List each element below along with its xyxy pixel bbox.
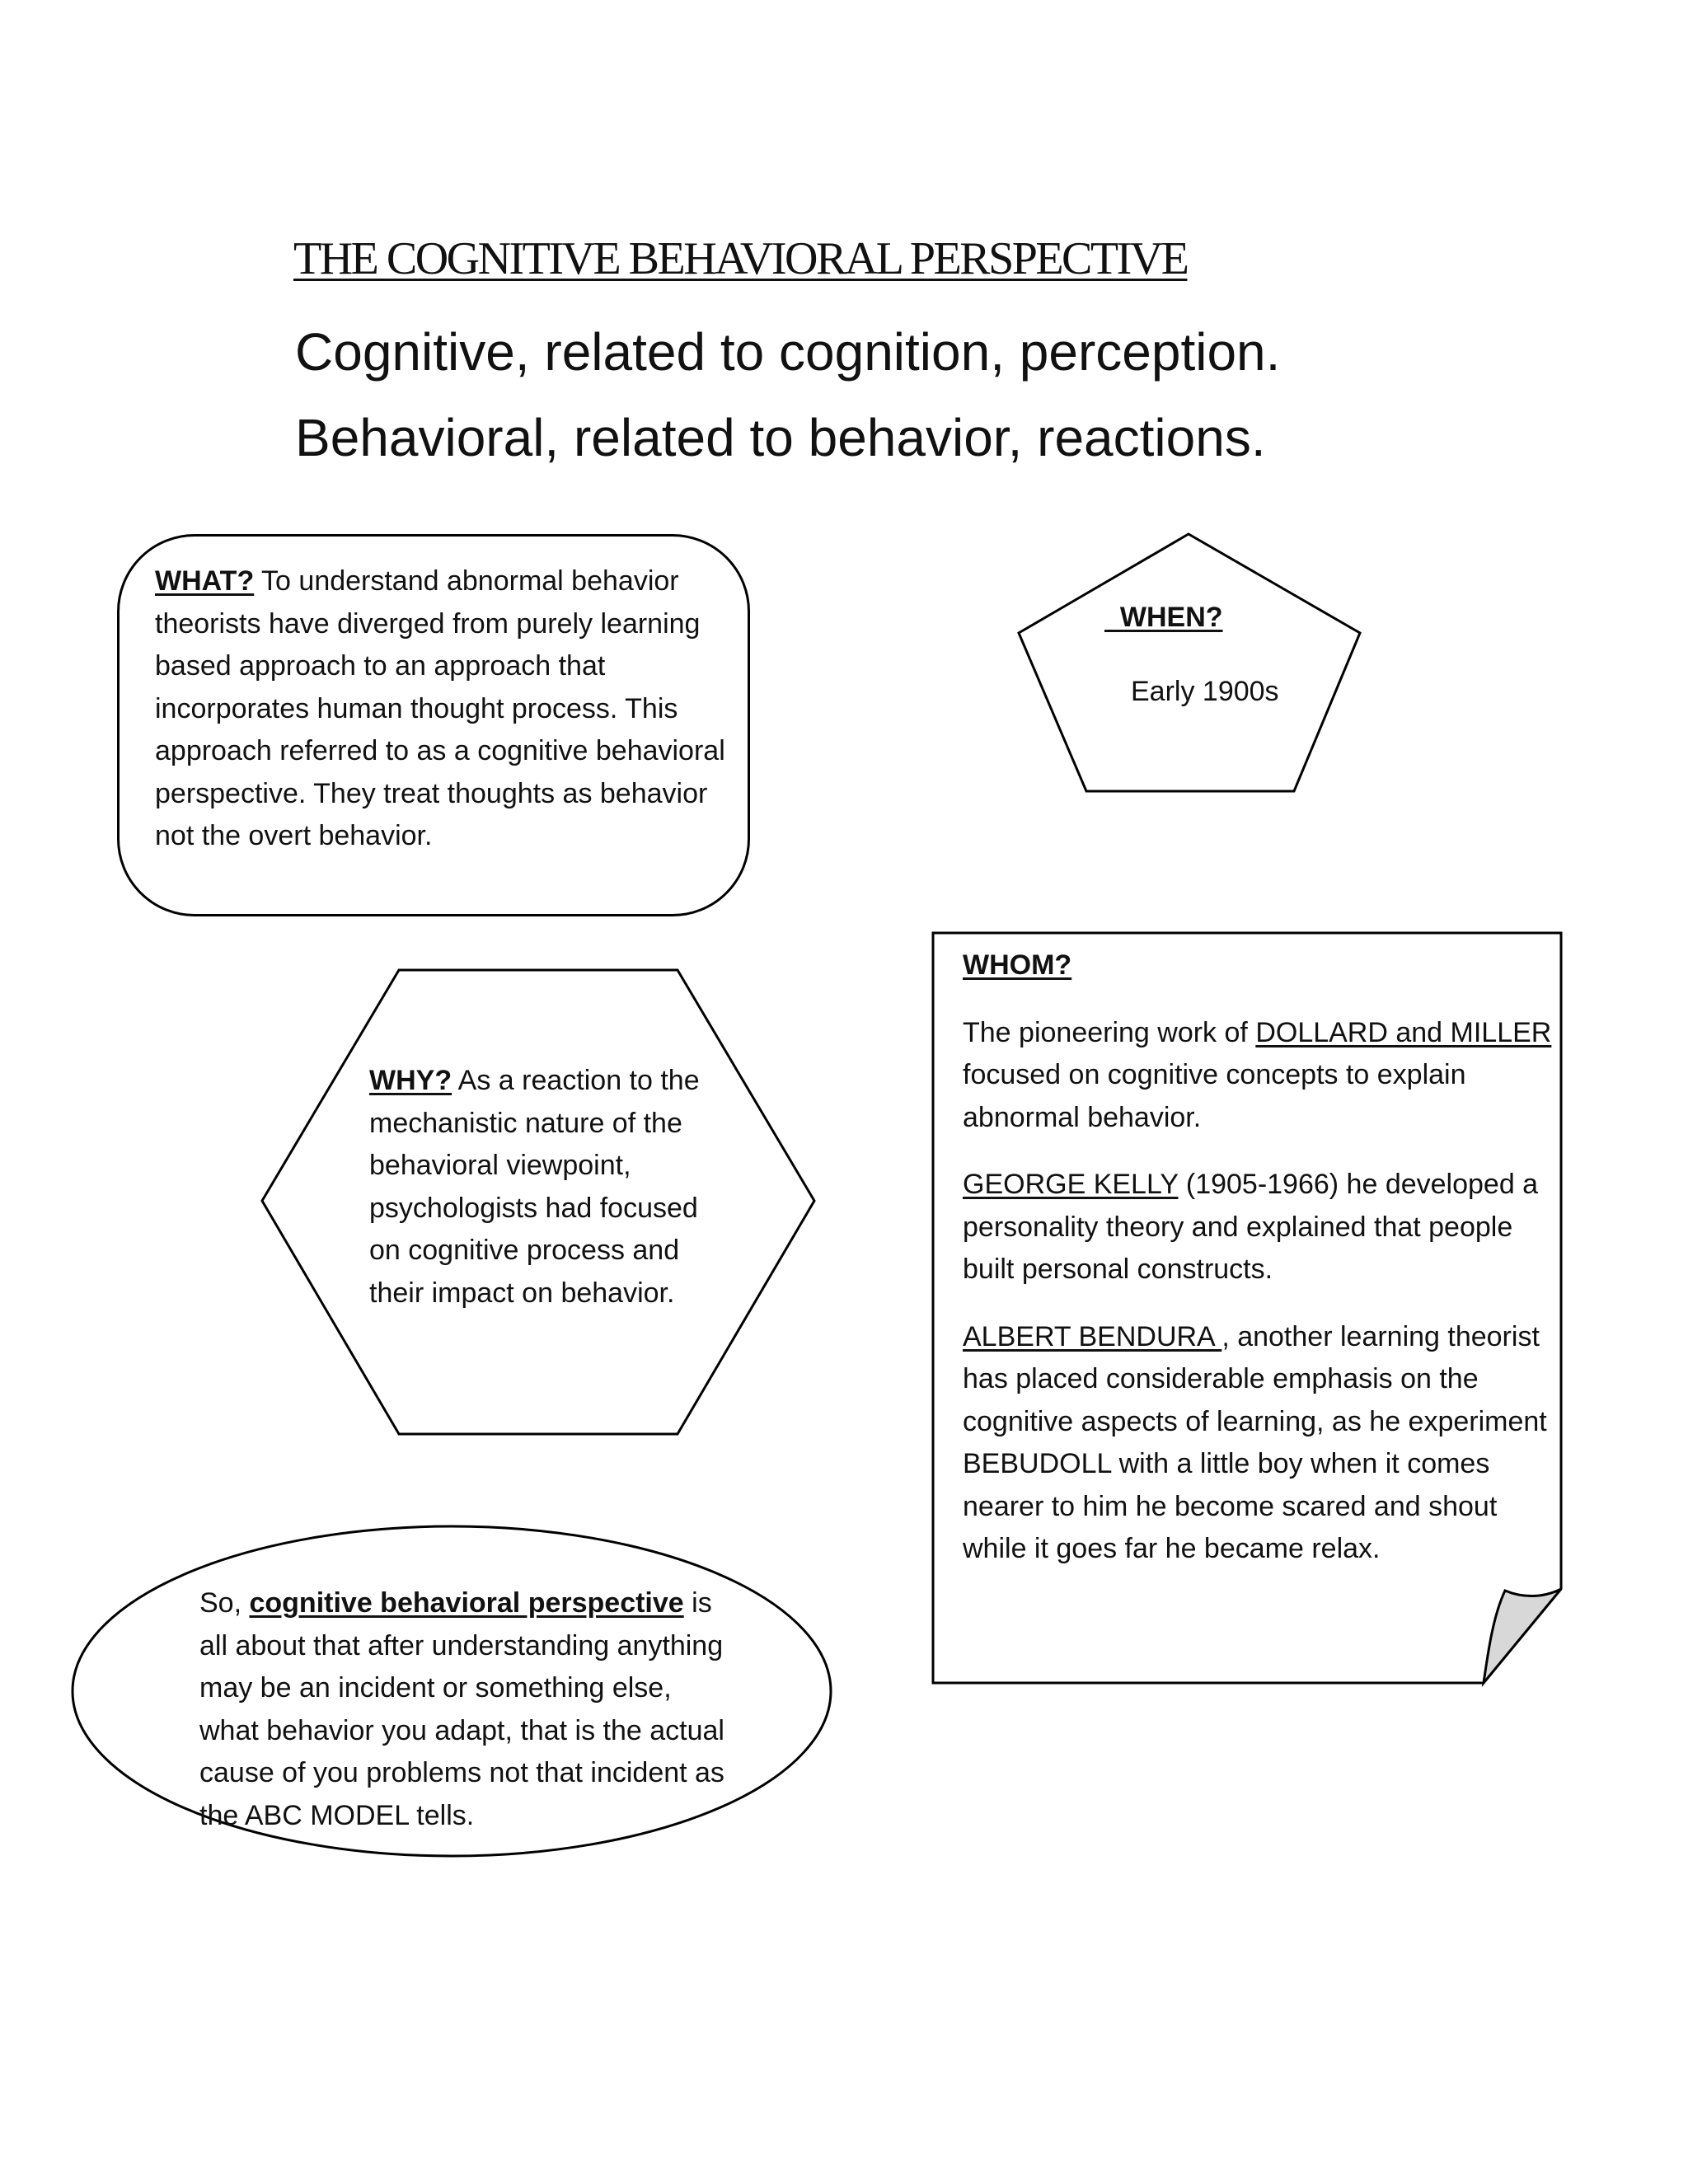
whom-paragraph-kelly [963, 1164, 1556, 1291]
subtitle-cognitive: Cognitive, related to cognition, perception. [295, 322, 1281, 382]
whom-george-kelly: GEORGE KELLY [963, 1169, 1179, 1200]
so-emphasis: cognitive behavioral perspective [249, 1587, 684, 1619]
whom-p1-intro: The pioneering work of [963, 1016, 1256, 1048]
whom-note-curl [1484, 1589, 1561, 1683]
when-label: WHEN? [1104, 602, 1223, 633]
when-pentagon [1019, 534, 1360, 791]
so-text [199, 1582, 735, 1837]
what-description: To understand abnormal behavior theorists have diverged from purely learning based approach to an approach that incorporates human thought process. This approach referred to as a cognitive behavioral perspective. They treat thoughts as behavior not the overt behavior. [155, 565, 725, 851]
whom-p2-rest: (1905-1966) he developed a personality theory and explained that people built personal constructs. [963, 1169, 1539, 1285]
whom-label: WHOM? [963, 949, 1072, 981]
whom-text [963, 944, 1556, 1596]
what-text [155, 560, 732, 858]
whom-p1-rest: focused on cognitive concepts to explain abnormal behavior. [963, 1059, 1466, 1133]
why-label: WHY? [369, 1065, 452, 1096]
whom-paragraph-bendura [963, 1316, 1556, 1571]
so-rest: is all about that after understanding anything may be an incident or something else, what behavior you adapt, that is the actual cause of you problems not that incident as the ABC MODEL tells. [199, 1587, 724, 1831]
whom-dollard-miller: DOLLARD and MILLER [1255, 1016, 1552, 1048]
whom-p3-rest: , another learning theorist has placed considerable emphasis on the cognitive aspects of learning, as he experiment BEBUDOLL with a little boy when it comes nearer to him he become scared and shout while it goes far he became relax. [963, 1320, 1547, 1564]
page-title: THE COGNITIVE BEHAVIORAL PERSPECTIVE [293, 233, 1188, 284]
whom-paragraph-dollard-miller [963, 1012, 1556, 1140]
what-label: WHAT? [155, 565, 255, 597]
whom-albert-bendura: ALBERT BENDURA [963, 1320, 1222, 1352]
subtitle-behavioral: Behavioral, related to behavior, reactions. [295, 408, 1266, 467]
why-description: As a reaction to the mechanistic nature of the behavioral viewpoint, psychologists had focused on cognitive process and their impact on behavior. [369, 1065, 700, 1309]
why-text [369, 1060, 724, 1315]
when-value: Early 1900s [1131, 676, 1279, 707]
so-intro: So, [199, 1587, 250, 1619]
